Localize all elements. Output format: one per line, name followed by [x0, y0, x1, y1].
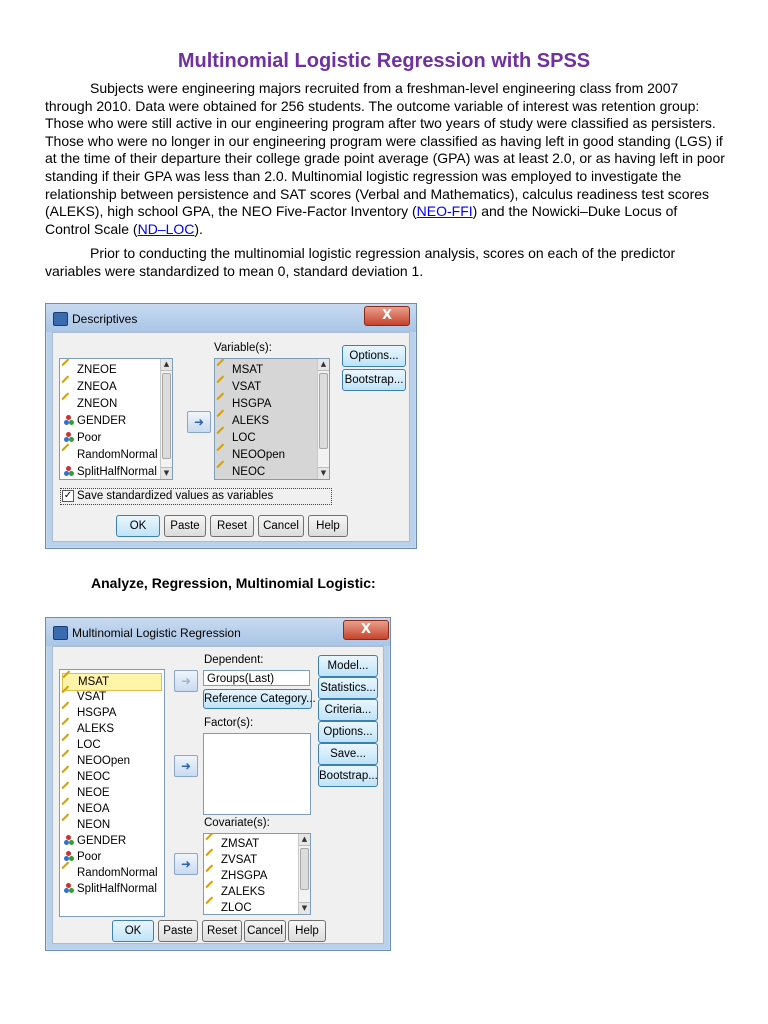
bootstrap-button[interactable]: Bootstrap...: [342, 369, 406, 391]
help-button[interactable]: Help: [308, 515, 348, 537]
list-item[interactable]: ALEKS: [64, 721, 114, 737]
list-item[interactable]: ZNEOA: [64, 379, 117, 395]
selected-variables-list[interactable]: [214, 358, 330, 480]
close-button[interactable]: X: [364, 306, 410, 326]
reset-button[interactable]: Reset: [210, 515, 254, 537]
list-item[interactable]: NEOE: [64, 785, 110, 801]
cancel-button[interactable]: Cancel: [258, 515, 304, 537]
list-item[interactable]: HSGPA: [64, 705, 116, 721]
menu-path-heading: Analyze, Regression, Multinomial Logistic:: [91, 575, 376, 591]
list-item[interactable]: MSAT: [62, 673, 162, 691]
standardize-paragraph: [45, 245, 725, 280]
list-item[interactable]: SplitHalfNormal: [64, 881, 157, 897]
standardize-text: Prior to conducting the multinomial logistic regression analysis, scores on each of the predictor variables were standardized to mean 0, standard deviation 1.: [45, 245, 676, 279]
help-button[interactable]: Help: [288, 920, 326, 942]
list-item[interactable]: ZNEOE: [64, 362, 117, 378]
list-item[interactable]: RandomNormal: [64, 865, 158, 881]
nominal-icon: [64, 883, 74, 893]
list-item[interactable]: Poor: [64, 849, 101, 865]
list-item[interactable]: RandomNormal: [64, 447, 158, 463]
nominal-icon: [64, 835, 74, 845]
covariate-list[interactable]: [203, 833, 311, 915]
nominal-icon: [64, 432, 74, 442]
selected-scrollbar[interactable]: [317, 359, 329, 479]
reference-category-button[interactable]: Reference Category...: [203, 689, 312, 709]
mlr-titlebar: [46, 618, 390, 646]
list-item[interactable]: ZVSAT: [208, 852, 257, 868]
spss-app-icon: [53, 312, 68, 326]
scroll-down-icon: ▼: [161, 467, 172, 479]
mlr-source-list[interactable]: [59, 669, 165, 917]
move-to-dependent-button[interactable]: ➜: [174, 670, 198, 692]
ok-button[interactable]: OK: [112, 920, 154, 942]
nd-loc-link[interactable]: ND–LOC: [137, 220, 195, 237]
covariate-label: Covariate(s):: [204, 817, 270, 829]
list-item[interactable]: GENDER: [64, 833, 126, 849]
list-item[interactable]: ZALEKS: [208, 884, 265, 900]
statistics-button[interactable]: Statistics...: [318, 677, 378, 699]
nominal-icon: [64, 415, 74, 425]
mlr-body: [52, 646, 384, 944]
list-item[interactable]: ALEKS: [219, 413, 269, 429]
list-item[interactable]: VSAT: [64, 689, 106, 705]
list-item[interactable]: NEOC: [64, 769, 110, 785]
scale-icon: [216, 358, 230, 372]
save-standardized-checkbox[interactable]: ✓: [63, 490, 73, 501]
source-scrollbar[interactable]: [160, 359, 172, 479]
list-item[interactable]: NEOOpen: [219, 447, 285, 463]
mlr-dialog: [45, 617, 391, 951]
list-item[interactable]: NEOA: [64, 801, 110, 817]
list-item[interactable]: VSAT: [219, 379, 261, 395]
list-item[interactable]: HSGPA: [219, 396, 271, 412]
list-item[interactable]: NEOOpen: [64, 753, 130, 769]
scale-icon: [205, 833, 219, 847]
ok-button[interactable]: OK: [116, 515, 160, 537]
list-item[interactable]: MSAT: [219, 362, 263, 378]
intro-paragraph: [45, 80, 725, 238]
move-to-covariate-button[interactable]: ➜: [174, 853, 198, 875]
scroll-up-icon: ▲: [299, 834, 310, 846]
close-button[interactable]: X: [343, 620, 389, 640]
model-button[interactable]: Model...: [318, 655, 378, 677]
list-item[interactable]: NEOC: [219, 464, 265, 480]
criteria-button[interactable]: Criteria...: [318, 699, 378, 721]
dependent-label: Dependent:: [204, 654, 264, 666]
page-title: Multinomial Logistic Regression with SPSS: [177, 50, 591, 72]
list-item[interactable]: ZMSAT: [208, 836, 259, 852]
list-item[interactable]: ZLOC: [208, 900, 252, 915]
descriptives-body: [52, 332, 410, 542]
factor-list[interactable]: [203, 733, 311, 815]
save-standardized-label: Save standardized values as variables: [77, 490, 274, 502]
covariate-scrollbar[interactable]: [298, 834, 310, 914]
reset-button[interactable]: Reset: [202, 920, 242, 942]
nominal-icon: [64, 466, 74, 476]
factor-label: Factor(s):: [204, 717, 254, 729]
list-item[interactable]: ZNEON: [64, 396, 117, 412]
descriptives-dialog: [45, 303, 417, 549]
bootstrap-button[interactable]: Bootstrap...: [318, 765, 378, 787]
list-item[interactable]: ZHSGPA: [208, 868, 267, 884]
scale-icon: [61, 358, 75, 372]
spss-app-icon: [53, 626, 68, 640]
move-variable-button[interactable]: ➜: [187, 411, 211, 433]
move-to-factor-button[interactable]: ➜: [174, 755, 198, 777]
options-button[interactable]: Options...: [318, 721, 378, 743]
scale-icon: [62, 670, 76, 684]
variables-label: Variable(s):: [214, 342, 272, 354]
list-item[interactable]: LOC: [64, 737, 101, 753]
options-button[interactable]: Options...: [342, 345, 406, 367]
nominal-icon: [64, 851, 74, 861]
scroll-down-icon: ▼: [299, 902, 310, 914]
cancel-button[interactable]: Cancel: [244, 920, 286, 942]
descriptives-title: Descriptives: [72, 312, 138, 326]
intro-text-3: ).: [194, 220, 203, 237]
paste-button[interactable]: Paste: [158, 920, 198, 942]
list-item[interactable]: NEON: [64, 817, 110, 833]
list-item[interactable]: SplitHalfNormal: [64, 464, 157, 480]
dependent-field[interactable]: Groups(Last): [203, 670, 310, 686]
scroll-down-icon: ▼: [318, 467, 329, 479]
scroll-up-icon: ▲: [318, 359, 329, 371]
intro-text-1: Subjects were engineering majors recruited from a freshman-level engineering class from 2007 through 2010. Data were obtained for 256 students. The outcome variable of interest was retention group: Those who were still active in our engineering program after two years of study were classified as persisters. Those who were no longer in our engineering program were classified as having left in good standing (LGS) if at the time of their departure their college grade point average (GPA) was at least 2.0, or as having left in poor standing if their GPA was less than 2.0. Multinomial logistic regression was employed to investigate the relationship between persistence and SAT scores (Verbal and Mathematics), calculus readiness test scores (ALEKS), high school GPA, the NEO Five-Factor Inventory (: [45, 80, 725, 220]
descriptives-titlebar: [46, 304, 416, 332]
neo-ffi-link[interactable]: NEO-FFI: [416, 203, 473, 220]
list-item[interactable]: Poor: [64, 430, 101, 446]
scroll-up-icon: ▲: [161, 359, 172, 371]
list-item[interactable]: LOC: [219, 430, 256, 446]
paste-button[interactable]: Paste: [164, 515, 206, 537]
list-item[interactable]: GENDER: [64, 413, 126, 429]
intro-text-2: ) and the Nowicki–Duke Locus of Control Scale (: [45, 203, 678, 237]
source-variable-list[interactable]: [59, 358, 173, 480]
save-button[interactable]: Save...: [318, 743, 378, 765]
mlr-title: Multinomial Logistic Regression: [72, 626, 241, 640]
